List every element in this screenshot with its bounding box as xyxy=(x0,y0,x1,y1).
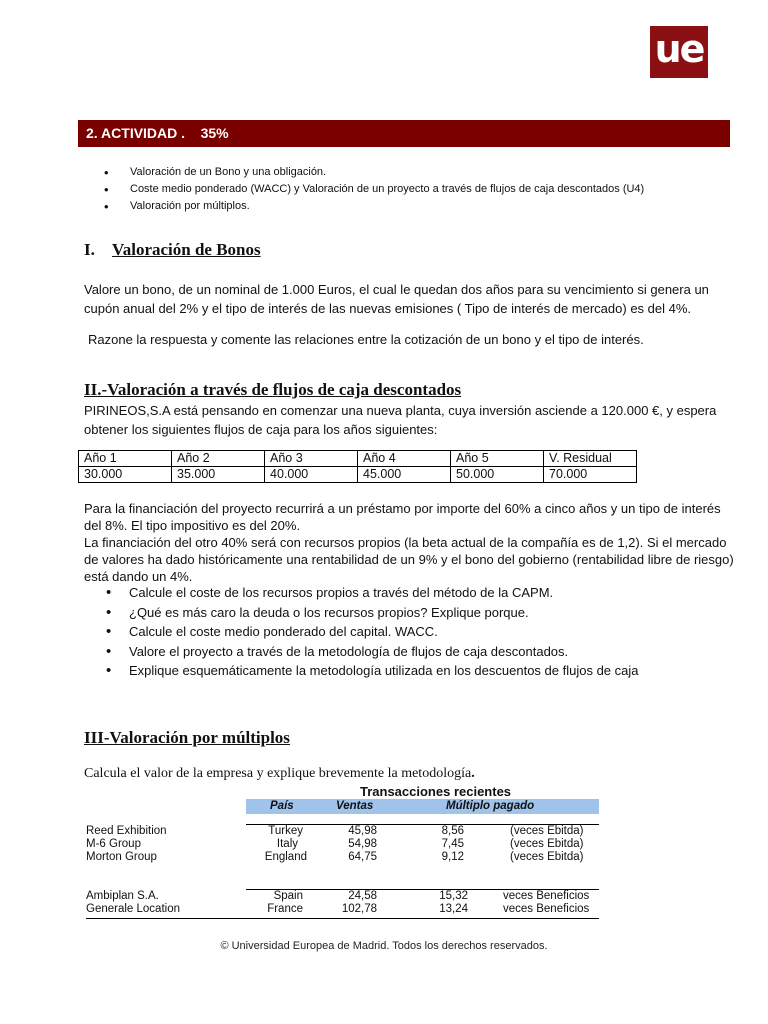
multiple-unit: (veces Ebitda) xyxy=(510,825,584,837)
list-item: • ¿Qué es más caro la deuda o los recursos propios? Explique porque. xyxy=(84,603,639,623)
multiple-unit: veces Beneficios xyxy=(503,890,590,902)
company-country: France xyxy=(267,903,303,915)
list-item: • Coste medio ponderado (WACC) y Valoración de un proyecto a través de flujos de caja descontados (U4) xyxy=(100,181,644,198)
multiple-header: Múltiplo pagado xyxy=(446,800,535,812)
table-header-cell: Año 3 xyxy=(265,451,358,467)
instruction-text: Calcula el valor de la empresa y explique brevemente la metodología xyxy=(84,766,472,781)
table-header-cell: Año 4 xyxy=(358,451,451,467)
table-cell: 45.000 xyxy=(358,467,451,483)
company-multiple: 9,12 xyxy=(441,851,464,863)
list-item: • Valoración por múltiplos. xyxy=(100,198,644,215)
company-multiple: 15,32 xyxy=(439,890,468,902)
instruction-period: . xyxy=(471,766,475,781)
table-row xyxy=(0,851,768,864)
company-name: Morton Group xyxy=(86,851,157,863)
section-2-title: II.-Valoración a través de flujos de caja descontados xyxy=(84,380,462,399)
table-row xyxy=(0,903,768,916)
financing-debt: Para la financiación del proyecto recurrirá a un préstamo por importe del 60% a cinco años y un tipo de interés del 8%. El tipo impositivo es del 20%. xyxy=(84,501,721,533)
table-header-cell: Año 5 xyxy=(451,451,544,467)
section-1-title: Valoración de Bonos xyxy=(112,240,261,259)
multiple-unit: veces Beneficios xyxy=(503,903,590,915)
table-header-cell: Año 1 xyxy=(79,451,172,467)
table-row xyxy=(79,467,637,483)
divider xyxy=(86,918,599,919)
company-name: Generale Location xyxy=(86,903,180,915)
company-multiple: 13,24 xyxy=(439,903,468,915)
company-multiple: 8,56 xyxy=(441,825,464,837)
table-header-cell: V. Residual xyxy=(544,451,637,467)
multiples-instruction xyxy=(84,766,475,782)
list-item: • Valoración de un Bono y una obligación. xyxy=(100,164,644,181)
table-cell: 40.000 xyxy=(265,467,358,483)
university-logo: ue xyxy=(650,26,708,78)
company-sales: 45,98 xyxy=(348,825,377,837)
sales-header: Ventas xyxy=(336,800,374,812)
company-sales: 24,58 xyxy=(348,890,377,902)
multiples-header xyxy=(246,799,599,814)
company-name: Ambiplan S.A. xyxy=(86,890,159,902)
table-header-cell: Año 2 xyxy=(172,451,265,467)
section-1-heading xyxy=(84,240,261,260)
company-sales: 54,98 xyxy=(348,838,377,850)
table-row xyxy=(0,890,768,903)
section-3-title: III-Valoración por múltiplos xyxy=(84,728,290,747)
tasks-list xyxy=(84,583,639,681)
list-item: • Calcule el coste de los recursos propios a través del método de la CAPM. xyxy=(84,583,639,603)
bond-question: Valore un bono, de un nominal de 1.000 Euros, el cual le quedan dos años para su vencimiento si genera un cupón anual del 2% y el tipo de interés de las nuevas emisiones ( Tipo de interés de mercado) es del 4%. xyxy=(84,282,709,316)
table-row xyxy=(79,451,637,467)
section-1-number: I. xyxy=(84,240,95,259)
company-multiple: 7,45 xyxy=(441,838,464,850)
multiple-unit: (veces Ebitda) xyxy=(510,851,584,863)
company-country: England xyxy=(264,851,307,863)
company-country: Spain xyxy=(273,890,303,902)
table-row xyxy=(0,838,768,851)
multiple-unit: (veces Ebitda) xyxy=(510,838,584,850)
company-country: Italy xyxy=(276,838,298,850)
company-sales: 64,75 xyxy=(348,851,377,863)
objectives-list xyxy=(100,164,644,215)
financing-text xyxy=(84,500,734,585)
company-name: M-6 Group xyxy=(86,838,141,850)
company-sales: 102,78 xyxy=(341,903,377,915)
list-item: • Calcule el coste medio ponderado del capital. WACC. xyxy=(84,622,639,642)
table-cell: 50.000 xyxy=(451,467,544,483)
bond-reasoning: Razone la respuesta y comente las relaciones entre la cotización de un bono y el tipo de interés. xyxy=(88,332,644,347)
copyright-footer: © Universidad Europea de Madrid. Todos los derechos reservados. xyxy=(220,940,548,952)
table-cell: 30.000 xyxy=(79,467,172,483)
company-country: Turkey xyxy=(268,825,303,837)
company-name: Reed Exhibition xyxy=(86,825,167,837)
activity-banner: 2. ACTIVIDAD . 35% xyxy=(78,120,730,147)
cash-flow-table xyxy=(78,450,637,483)
project-intro: PIRINEOS,S.A está pensando en comenzar una nueva planta, cuya inversión asciende a 120.000 €, y espera obtener los siguientes flujos de caja para los años siguientes: xyxy=(84,403,717,437)
transactions-title: Transacciones recientes xyxy=(360,784,512,799)
table-cell: 70.000 xyxy=(544,467,637,483)
table-row xyxy=(0,825,768,838)
financing-equity: La financiación del otro 40% será con recursos propios (la beta actual de la compañía es de 1,2). Si el mercado de valores ha dado históricamente una rentabilidad de un 9% y el bono del gobierno (rentabilidad libre de riesgo) está dando un 4%. xyxy=(84,535,734,584)
list-item: • Valore el proyecto a través de la metodología de flujos de caja descontados. xyxy=(84,642,639,662)
list-item: • Explique esquemáticamente la metodología utilizada en los descuentos de flujos de caja xyxy=(84,661,639,681)
country-header: País xyxy=(270,800,294,812)
table-cell: 35.000 xyxy=(172,467,265,483)
